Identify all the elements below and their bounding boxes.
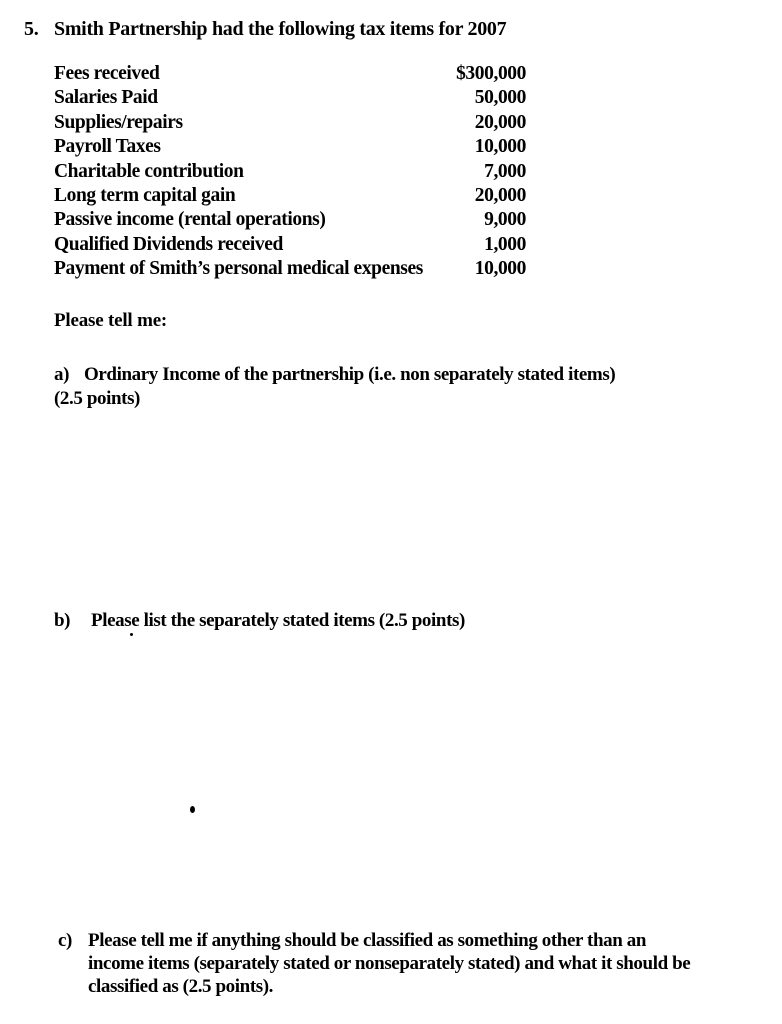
tax-item-amount: 7,000 xyxy=(484,160,526,182)
tax-item-row xyxy=(54,111,526,135)
tax-item-amount: $300,000 xyxy=(456,63,526,84)
part-a-question: Ordinary Income of the partnership (i.e. non separately stated items) xyxy=(84,364,616,385)
tax-item-label: Qualified Dividends received xyxy=(54,233,283,255)
part-a xyxy=(54,364,754,414)
tax-item-row xyxy=(54,86,526,110)
tax-item-label: Charitable contribution xyxy=(54,160,244,182)
tax-item-label: Payment of Smith’s personal medical expenses xyxy=(54,258,423,280)
part-c-line-1: Please tell me if anything should be classified as something other than an xyxy=(88,930,647,951)
tax-item-amount: 50,000 xyxy=(474,87,526,109)
tax-item-amount: 20,000 xyxy=(474,111,526,133)
part-a-points: (2.5 points) xyxy=(54,388,140,409)
question-number: 5. xyxy=(24,18,39,40)
scan-mark xyxy=(190,806,195,813)
tax-item-amount: 20,000 xyxy=(474,184,526,206)
tax-item-label: Long term capital gain xyxy=(54,184,236,206)
part-b xyxy=(54,610,754,636)
tax-item-row xyxy=(54,184,526,208)
tax-item-row xyxy=(54,208,526,232)
tax-item-amount: 10,000 xyxy=(474,258,526,280)
part-c-letter: c) xyxy=(58,930,72,951)
question-title-text: Smith Partnership had the following tax items for 2007 xyxy=(54,18,507,40)
tax-item-amount: 9,000 xyxy=(484,209,526,231)
question-title xyxy=(24,18,506,41)
tax-item-label: Salaries Paid xyxy=(54,87,158,109)
prompt-text: Please tell me: xyxy=(54,310,168,331)
tax-item-row xyxy=(54,233,526,257)
part-a-letter: a) xyxy=(54,364,70,385)
tax-item-amount: 1,000 xyxy=(484,233,526,255)
tax-item-amount: 10,000 xyxy=(474,136,526,158)
tax-item-row xyxy=(54,62,526,86)
part-c-line-3: classified as (2.5 points). xyxy=(88,976,274,997)
tax-item-label: Passive income (rental operations) xyxy=(54,209,326,231)
part-b-question: Please list the separately stated items (2.5 points) xyxy=(91,610,465,631)
tax-item-row xyxy=(54,257,526,281)
part-c-line-2: income items (separately stated or nonseparately stated) and what it should be xyxy=(88,953,691,974)
part-c xyxy=(58,930,770,1010)
part-b-letter: b) xyxy=(54,610,71,631)
tax-item-row xyxy=(54,135,526,159)
tax-item-label: Supplies/repairs xyxy=(54,111,183,133)
tax-items-list xyxy=(54,62,526,282)
tax-item-row xyxy=(54,160,526,184)
scan-speck xyxy=(130,633,133,636)
tax-item-label: Payroll Taxes xyxy=(54,136,161,158)
tax-item-label: Fees received xyxy=(54,63,160,84)
